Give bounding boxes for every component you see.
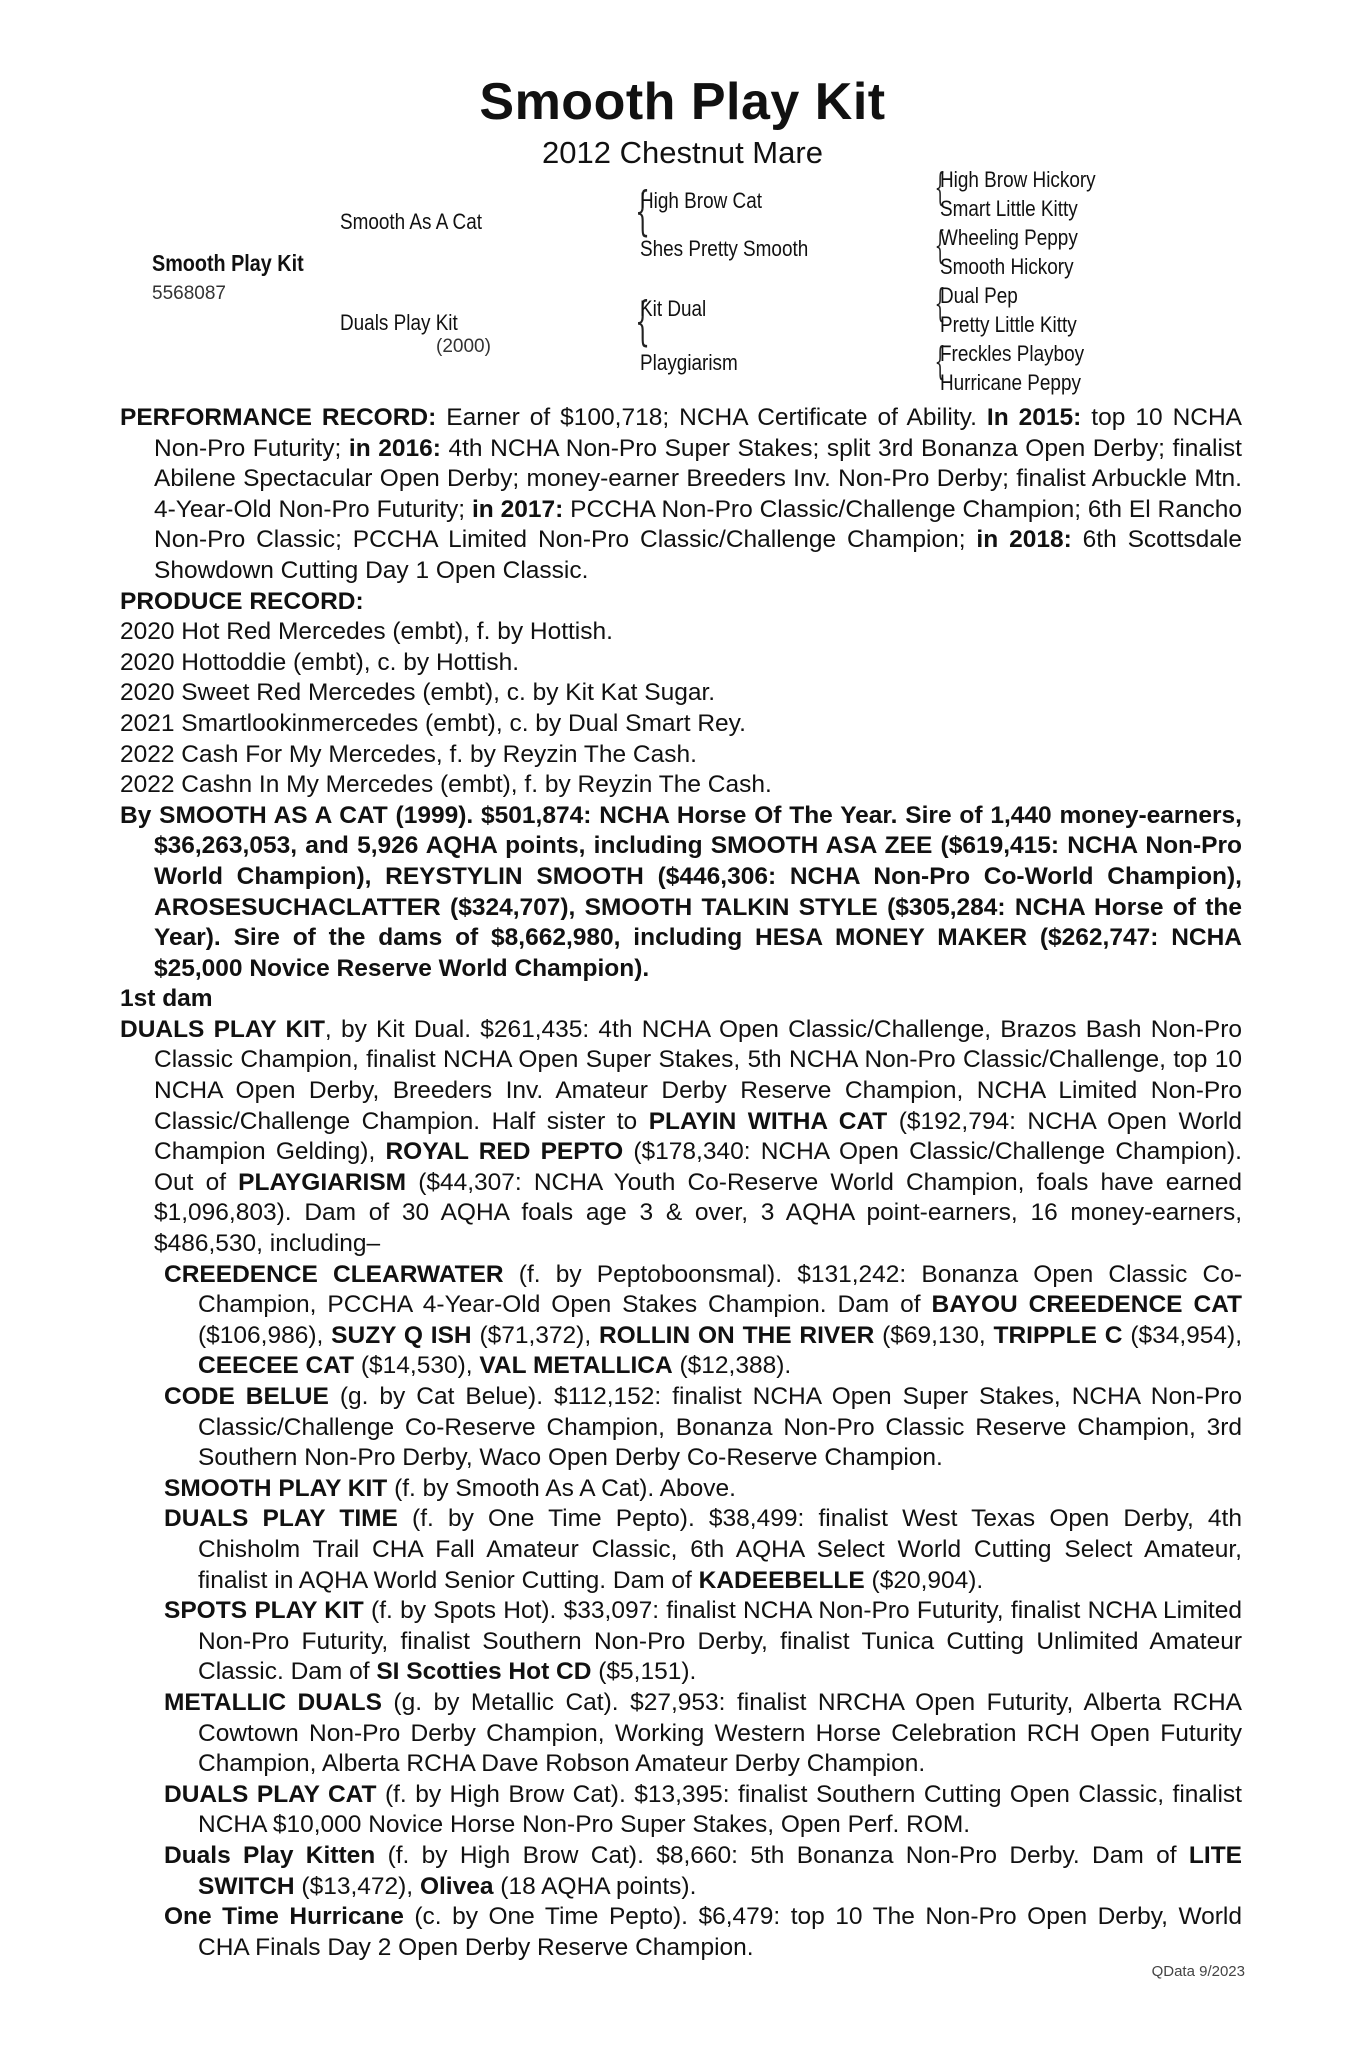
offspring-text: ($14,530), <box>354 1352 480 1380</box>
offspring-entry <box>164 1902 1242 1963</box>
offspring-text: (f. by One Time Pepto). $38,499: finalist West Texas Open Derby, 4th Chisholm Trail CHA Fall Amateur Classic, 6th AQHA Select World Cutting Select Amateur, finalist in AQHA World Senior Cutting. Dam of <box>198 1505 1242 1594</box>
first-dam-paragraph <box>120 1015 1242 1260</box>
catalog-body <box>120 403 1242 1963</box>
pedigree-g3-3: Wheeling Peppy <box>940 225 1078 250</box>
offspring-produce-name: BAYOU CREEDENCE CAT <box>931 1291 1242 1319</box>
offspring-produce-name: ROLLIN ON THE RIVER <box>598 1321 875 1349</box>
sire-paragraph: By SMOOTH AS A CAT (1999). $501,874: NCHA Horse Of The Year. Sire of 1,440 money-earners, $36,263,053, and 5,926 AQHA points, including SMOOTH ASA ZEE ($619,415: NCHA Non-Pro World Champion), REYSTYLIN SMOOTH ($446,306: NCHA Non-Pro Co-World Champion), AROSESUCHACLATTER ($324,707), SMOOTH TALKIN STYLE ($305,284: NCHA Horse of the Year). Sire of the dams of $8,662,980, including HESA MONEY MAKER ($262,747: NCHA $25,000 Novice Reserve World Champion). <box>120 801 1242 982</box>
offspring-name: SMOOTH PLAY KIT <box>164 1474 388 1502</box>
offspring-text: ($5,151). <box>591 1658 697 1686</box>
first-dam-heading: 1st dam <box>120 985 213 1013</box>
offspring-text: (g. by Metallic Cat). $27,953: finalist NRCHA Open Futurity, Alberta RCHA Cowtown Non-Pro Derby Champion, Working Western Horse Celebration RCH Open Futurity Champion, Alberta RCHA Dave Robson Amateur Derby Champion. <box>198 1688 1242 1778</box>
offspring-text: ($71,372), <box>471 1321 599 1349</box>
offspring-produce-name: SUZY Q ISH <box>331 1321 472 1349</box>
pedigree-horse-name: Smooth Play Kit <box>152 250 304 276</box>
offspring-text: ($13,472), <box>294 1872 420 1900</box>
offspring-name: CODE BELUE <box>164 1383 329 1410</box>
page-title: Smooth Play Kit <box>479 73 886 131</box>
offspring-entry <box>164 1260 1242 1382</box>
pedigree-dam: Duals Play Kit <box>340 310 458 335</box>
pedigree-sire: Smooth As A Cat <box>340 209 482 234</box>
offspring-text: (f. by High Brow Cat). $13,395: finalist Southern Cutting Open Classic, finalist NCHA $10,000 Novice Horse Non-Pro Super Stakes, Open Perf. ROM. <box>198 1780 1242 1839</box>
pedigree-g3-5: Dual Pep <box>940 283 1018 308</box>
offspring-entry <box>164 1504 1242 1596</box>
produce-item: 2020 Hottoddie (embt), c. by Hottish. <box>120 648 519 676</box>
first-dam-relative: PLAYGIARISM <box>238 1168 407 1196</box>
offspring-name: DUALS PLAY CAT <box>164 1780 377 1808</box>
first-dam-relative: PLAYIN WITHA CAT <box>648 1107 888 1135</box>
pedigree-brace: { <box>934 165 946 209</box>
produce-item: 2020 Hot Red Mercedes (embt), f. by Hottish. <box>120 618 613 646</box>
offspring-text: (f. by Peptoboonsmal). $131,242: Bonanza Open Classic Co-Champion, PCCHA 4-Year-Old Open Stakes Champion. Dam of <box>198 1260 1243 1319</box>
first-dam-text: ($192,794: NCHA Open World Champion Gelding), <box>154 1107 1242 1166</box>
offspring-text: ($20,904). <box>864 1566 984 1594</box>
pedigree-g3-8: Hurricane Peppy <box>940 370 1081 395</box>
offspring-produce-name: CEECEE CAT <box>198 1352 355 1380</box>
offspring-entry <box>164 1382 1242 1474</box>
footer-credit: QData 9/2023 <box>1151 1963 1245 1980</box>
performance-year: In 2015: <box>986 404 1082 431</box>
offspring-entry <box>164 1596 1242 1688</box>
offspring-produce-name: Olivea <box>419 1872 494 1900</box>
performance-text: 6th Scottsdale Showdown Cutting Day 1 Open Classic. <box>154 526 1242 584</box>
offspring-text: ($12,388). <box>672 1352 792 1380</box>
produce-item: 2022 Cash For My Mercedes, f. by Reyzin The Cash. <box>120 740 697 768</box>
pedigree-brace: { <box>934 281 946 325</box>
pedigree-sire-dam: Shes Pretty Smooth <box>640 236 809 261</box>
performance-year: in 2017: <box>471 495 564 523</box>
pedigree-g3-7: Freckles Playboy <box>940 341 1085 366</box>
performance-record <box>120 403 1242 587</box>
performance-text: Earner of $100,718; NCHA Certificate of Ability. <box>436 404 987 431</box>
performance-text: 4th NCHA Non-Pro Super Stakes; split 3rd Bonanza Open Derby; finalist Abilene Spectacular Open Derby; money-earner Breeders Inv. Non-Pro Derby; finalist Arbuckle Mtn. 4-Year-Old Non-Pro Futurity; <box>154 434 1242 523</box>
first-dam-relative: ROYAL RED PEPTO <box>385 1138 624 1166</box>
pedigree-g3-2: Smart Little Kitty <box>940 196 1078 221</box>
performance-year: in 2016: <box>348 434 441 462</box>
offspring-entry <box>164 1474 1242 1505</box>
performance-year: in 2018: <box>976 526 1072 554</box>
pedigree-dam-year: (2000) <box>436 336 491 357</box>
offspring-text: (f. by Spots Hot). $33,097: finalist NCHA Non-Pro Futurity, finalist NCHA Limited Non-Pro Futurity, finalist Southern Non-Pro Derby, finalist Tunica Cutting Unlimited Amateur Classic. Dam of <box>198 1597 1242 1686</box>
performance-text: PCCHA Non-Pro Classic/Challenge Champion; 6th El Rancho Non-Pro Classic; PCCHA Limited Non-Pro Classic/Challenge Champion; <box>154 495 1242 554</box>
offspring-produce-name: SI Scotties Hot CD <box>376 1658 592 1686</box>
produce-item: 2021 Smartlookinmercedes (embt), c. by Dual Smart Rey. <box>120 709 746 737</box>
offspring-name: CREEDENCE CLEARWATER <box>164 1260 504 1288</box>
produce-item: 2020 Sweet Red Mercedes (embt), c. by Kit Kat Sugar. <box>120 679 716 707</box>
offspring-name: SPOTS PLAY KIT <box>164 1597 364 1625</box>
page-subtitle: 2012 Chestnut Mare <box>542 135 823 170</box>
pedigree-brace: { <box>934 223 946 267</box>
first-dam-text: ($44,307: NCHA Youth Co-Reserve World Champion, foals have earned $1,096,803). Dam of 30 AQHA foals age 3 & over, 3 AQHA point-earners, 16 money-earners, $486,530, including– <box>154 1168 1242 1258</box>
offspring-produce-name: LITE SWITCH <box>198 1841 1243 1900</box>
offspring-text: ($106,986), <box>198 1321 332 1349</box>
produce-item: 2022 Cashn In My Mercedes (embt), f. by Reyzin The Cash. <box>120 771 772 799</box>
offspring-entry <box>164 1841 1242 1902</box>
pedigree-dam-dam: Playgiarism <box>640 350 738 375</box>
offspring-text: (18 AQHA points). <box>493 1872 697 1900</box>
pedigree-brace: { <box>635 182 650 242</box>
performance-text: top 10 NCHA Non-Pro Futurity; <box>154 404 1243 462</box>
offspring-name: One Time Hurricane <box>164 1903 404 1931</box>
offspring-entry <box>164 1780 1242 1841</box>
pedigree-g3-6: Pretty Little Kitty <box>940 312 1077 337</box>
offspring-name: METALLIC DUALS <box>164 1688 382 1716</box>
performance-label: PERFORMANCE RECORD: <box>120 404 437 431</box>
offspring-text: ($34,954), <box>1122 1321 1243 1349</box>
offspring-list <box>120 1260 1242 1964</box>
first-dam-text: ($178,340: NCHA Open Classic/Challenge Champion). Out of <box>154 1138 1242 1196</box>
pedigree-brace: { <box>635 292 650 352</box>
offspring-entry <box>164 1688 1242 1780</box>
pedigree-brace: { <box>934 339 946 383</box>
pedigree-reg-number: 5568087 <box>152 283 226 304</box>
offspring-name: DUALS PLAY TIME <box>164 1505 398 1533</box>
offspring-produce-name: TRIPPLE C <box>993 1321 1123 1349</box>
offspring-text: (f. by High Brow Cat). $8,660: 5th Bonanza Non-Pro Derby. Dam of <box>375 1841 1189 1869</box>
produce-heading: PRODUCE RECORD: <box>120 587 364 615</box>
offspring-produce-name: VAL METALLICA <box>479 1352 673 1380</box>
first-dam-text: , by Kit Dual. $261,435: 4th NCHA Open Classic/Challenge, Brazos Bash Non-Pro Classic Champion, finalist NCHA Open Super Stakes, 5th NCHA Non-Pro Classic/Challenge, top 10 NCHA Open Derby, Breeders Inv. Amateur Derby Reserve Champion, NCHA Limited Non-Pro Classic/Challenge Champion. Half sister to <box>154 1015 1242 1135</box>
pedigree-dam-sire: Kit Dual <box>640 296 707 321</box>
pedigree-g3-1: High Brow Hickory <box>940 167 1096 192</box>
offspring-name: Duals Play Kitten <box>164 1841 376 1869</box>
offspring-produce-name: KADEEBELLE <box>698 1566 865 1594</box>
pedigree-sire-sire: High Brow Cat <box>640 188 762 213</box>
offspring-text: (f. by Smooth As A Cat). Above. <box>387 1474 736 1502</box>
pedigree-g3-4: Smooth Hickory <box>940 254 1074 279</box>
offspring-text: ($69,130, <box>874 1321 994 1349</box>
first-dam-name: DUALS PLAY KIT <box>120 1015 325 1043</box>
offspring-text: (g. by Cat Belue). $112,152: finalist NCHA Open Super Stakes, NCHA Non-Pro Classic/Challenge Co-Reserve Champion, Bonanza Non-Pro Classic Reserve Champion, 3rd Southern Non-Pro Derby, Waco Open Derby Co-Reserve Champion. <box>198 1383 1242 1472</box>
offspring-text: (c. by One Time Pepto). $6,479: top 10 The Non-Pro Open Derby, World CHA Finals Day 2 Open Derby Reserve Champion. <box>198 1903 1242 1961</box>
